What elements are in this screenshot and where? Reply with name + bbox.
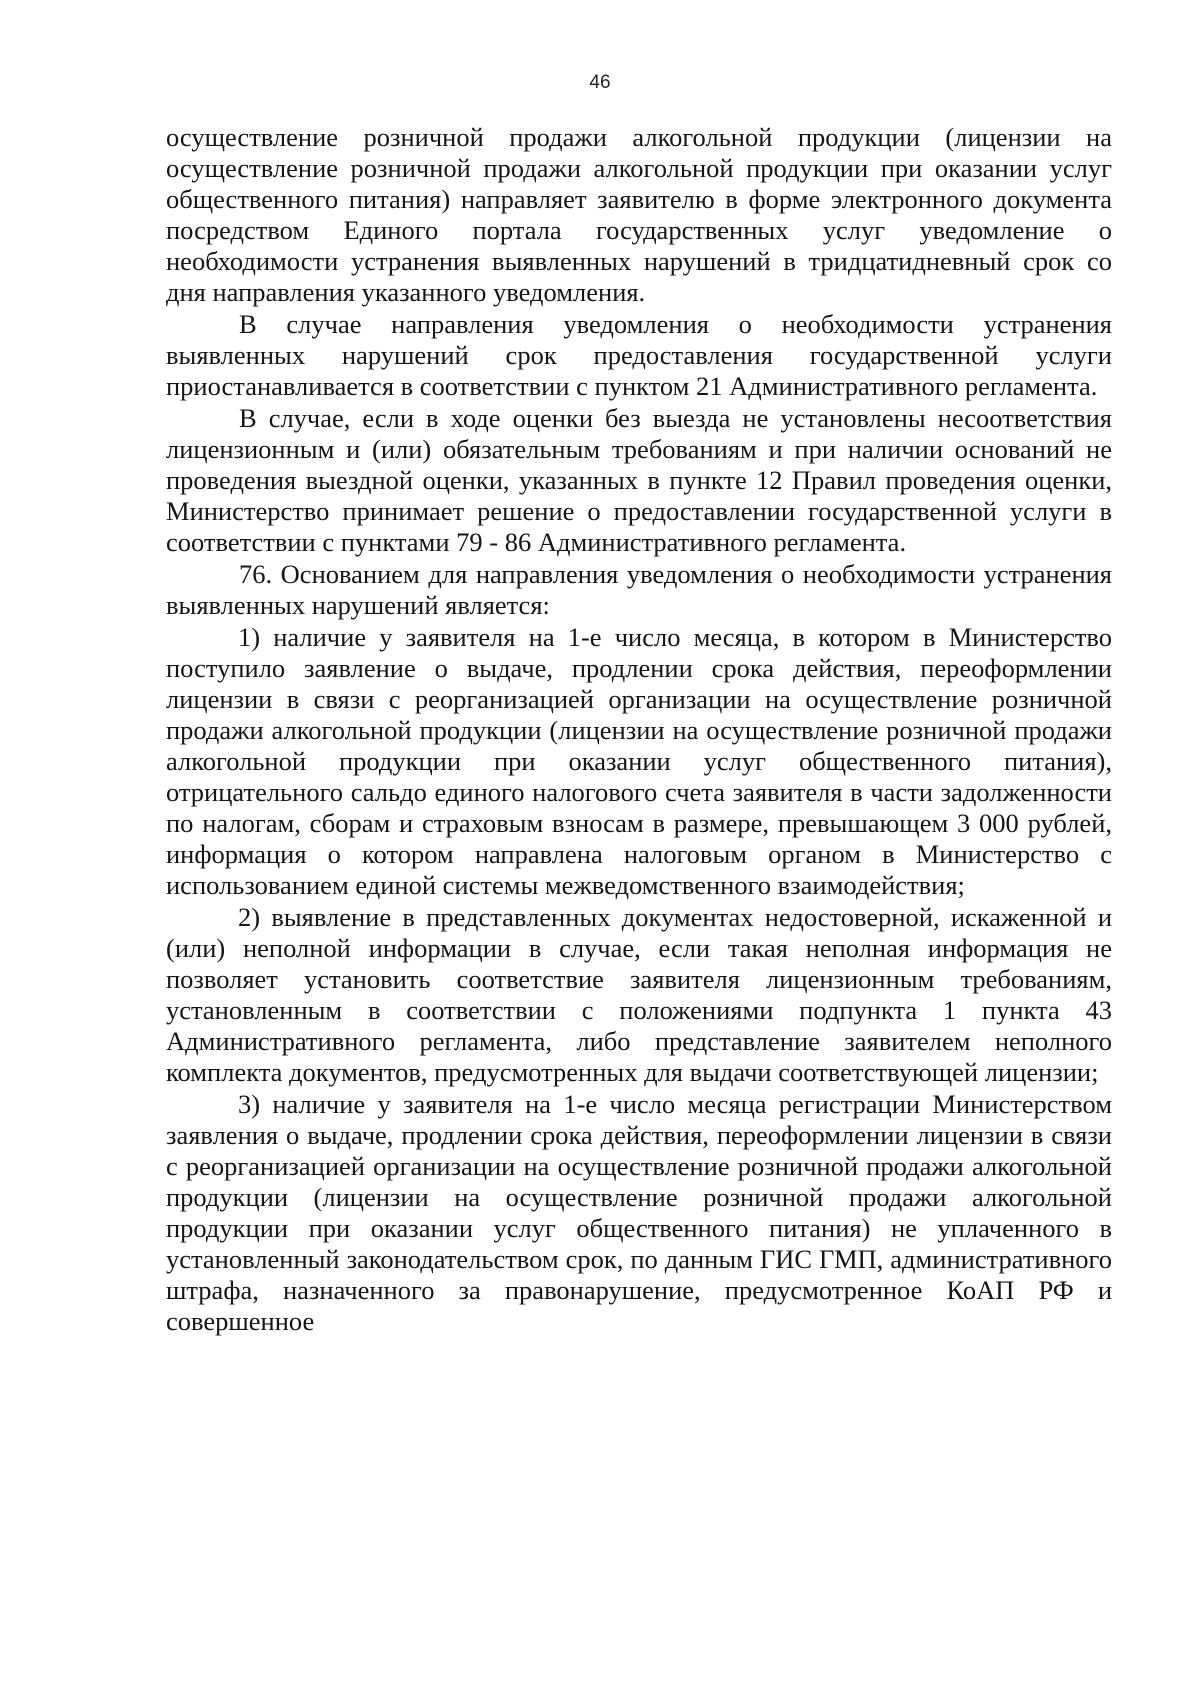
paragraph-item-76: 76. Основанием для направления уведомления о необходимости устранения выявленных нарушений является: bbox=[166, 559, 1112, 620]
paragraph-continuation: осуществление розничной продажи алкогольной продукции (лицензии на осуществление розничной продажи алкогольной продукции при оказании услуг общественного питания) направляет заявителю в форме электронного документа посредством Единого портала государственных услуг уведомление о необходимости устранения выявленных нарушений в тридцатидневный срок со дня направления указанного уведомления. bbox=[166, 122, 1112, 307]
document-body bbox=[166, 122, 1112, 1338]
paragraph-no-onsite-assessment: В случае, если в ходе оценки без выезда не установлены несоответствия лицензионным и (или) обязательным требованиям и при наличии оснований не проведения выездной оценки, указанных в пункте 12 Правил проведения оценки, Министерство принимает решение о предоставлении государственной услуги в соответствии с пунктами 79 - 86 Административного регламента. bbox=[166, 403, 1112, 557]
list-item-1: 1) наличие у заявителя на 1-е число месяца, в котором в Министерство поступило заявление о выдаче, продлении срока действия, переоформлении лицензии в связи с реорганизацией организации на осуществление розничной продажи алкогольной продукции (лицензии на осуществление розничной продажи алкогольной продукции при оказании услуг общественного питания), отрицательного сальдо единого налогового счета заявителя в части задолженности по налогам, сборам и страховым взносам в размере, превышающем 3 000 рублей, информация о котором направлена налоговым органом в Министерство с использованием единой системы межведомственного взаимодействия; bbox=[166, 622, 1112, 900]
list-item-3: 3) наличие у заявителя на 1-е число месяца регистрации Министерством заявления о выдаче, продлении срока действия, переоформлении лицензии в связи с реорганизацией организации на осуществление розничной продажи алкогольной продукции (лицензии на осуществление розничной продажи алкогольной продукции при оказании услуг общественного питания) не уплаченного в установленный законодательством срок, по данным ГИС ГМП, административного штрафа, назначенного за правонарушение, предусмотренное КоАП РФ и совершенное bbox=[166, 1089, 1112, 1336]
paragraph-suspension: В случае направления уведомления о необходимости устранения выявленных нарушений срок предоставления государственной услуги приостанавливается в соответствии с пунктом 21 Административного регламента. bbox=[166, 309, 1112, 401]
page-number: 46 bbox=[589, 72, 611, 93]
list-item-2: 2) выявление в представленных документах недостоверной, искаженной и (или) неполной информации в случае, если такая неполная информация не позволяет установить соответствие заявителя лицензионным требованиям, установленным в соответствии с положениями подпункта 1 пункта 43 Административного регламента, либо представление заявителем неполного комплекта документов, предусмотренных для выдачи соответствующей лицензии; bbox=[166, 902, 1112, 1087]
